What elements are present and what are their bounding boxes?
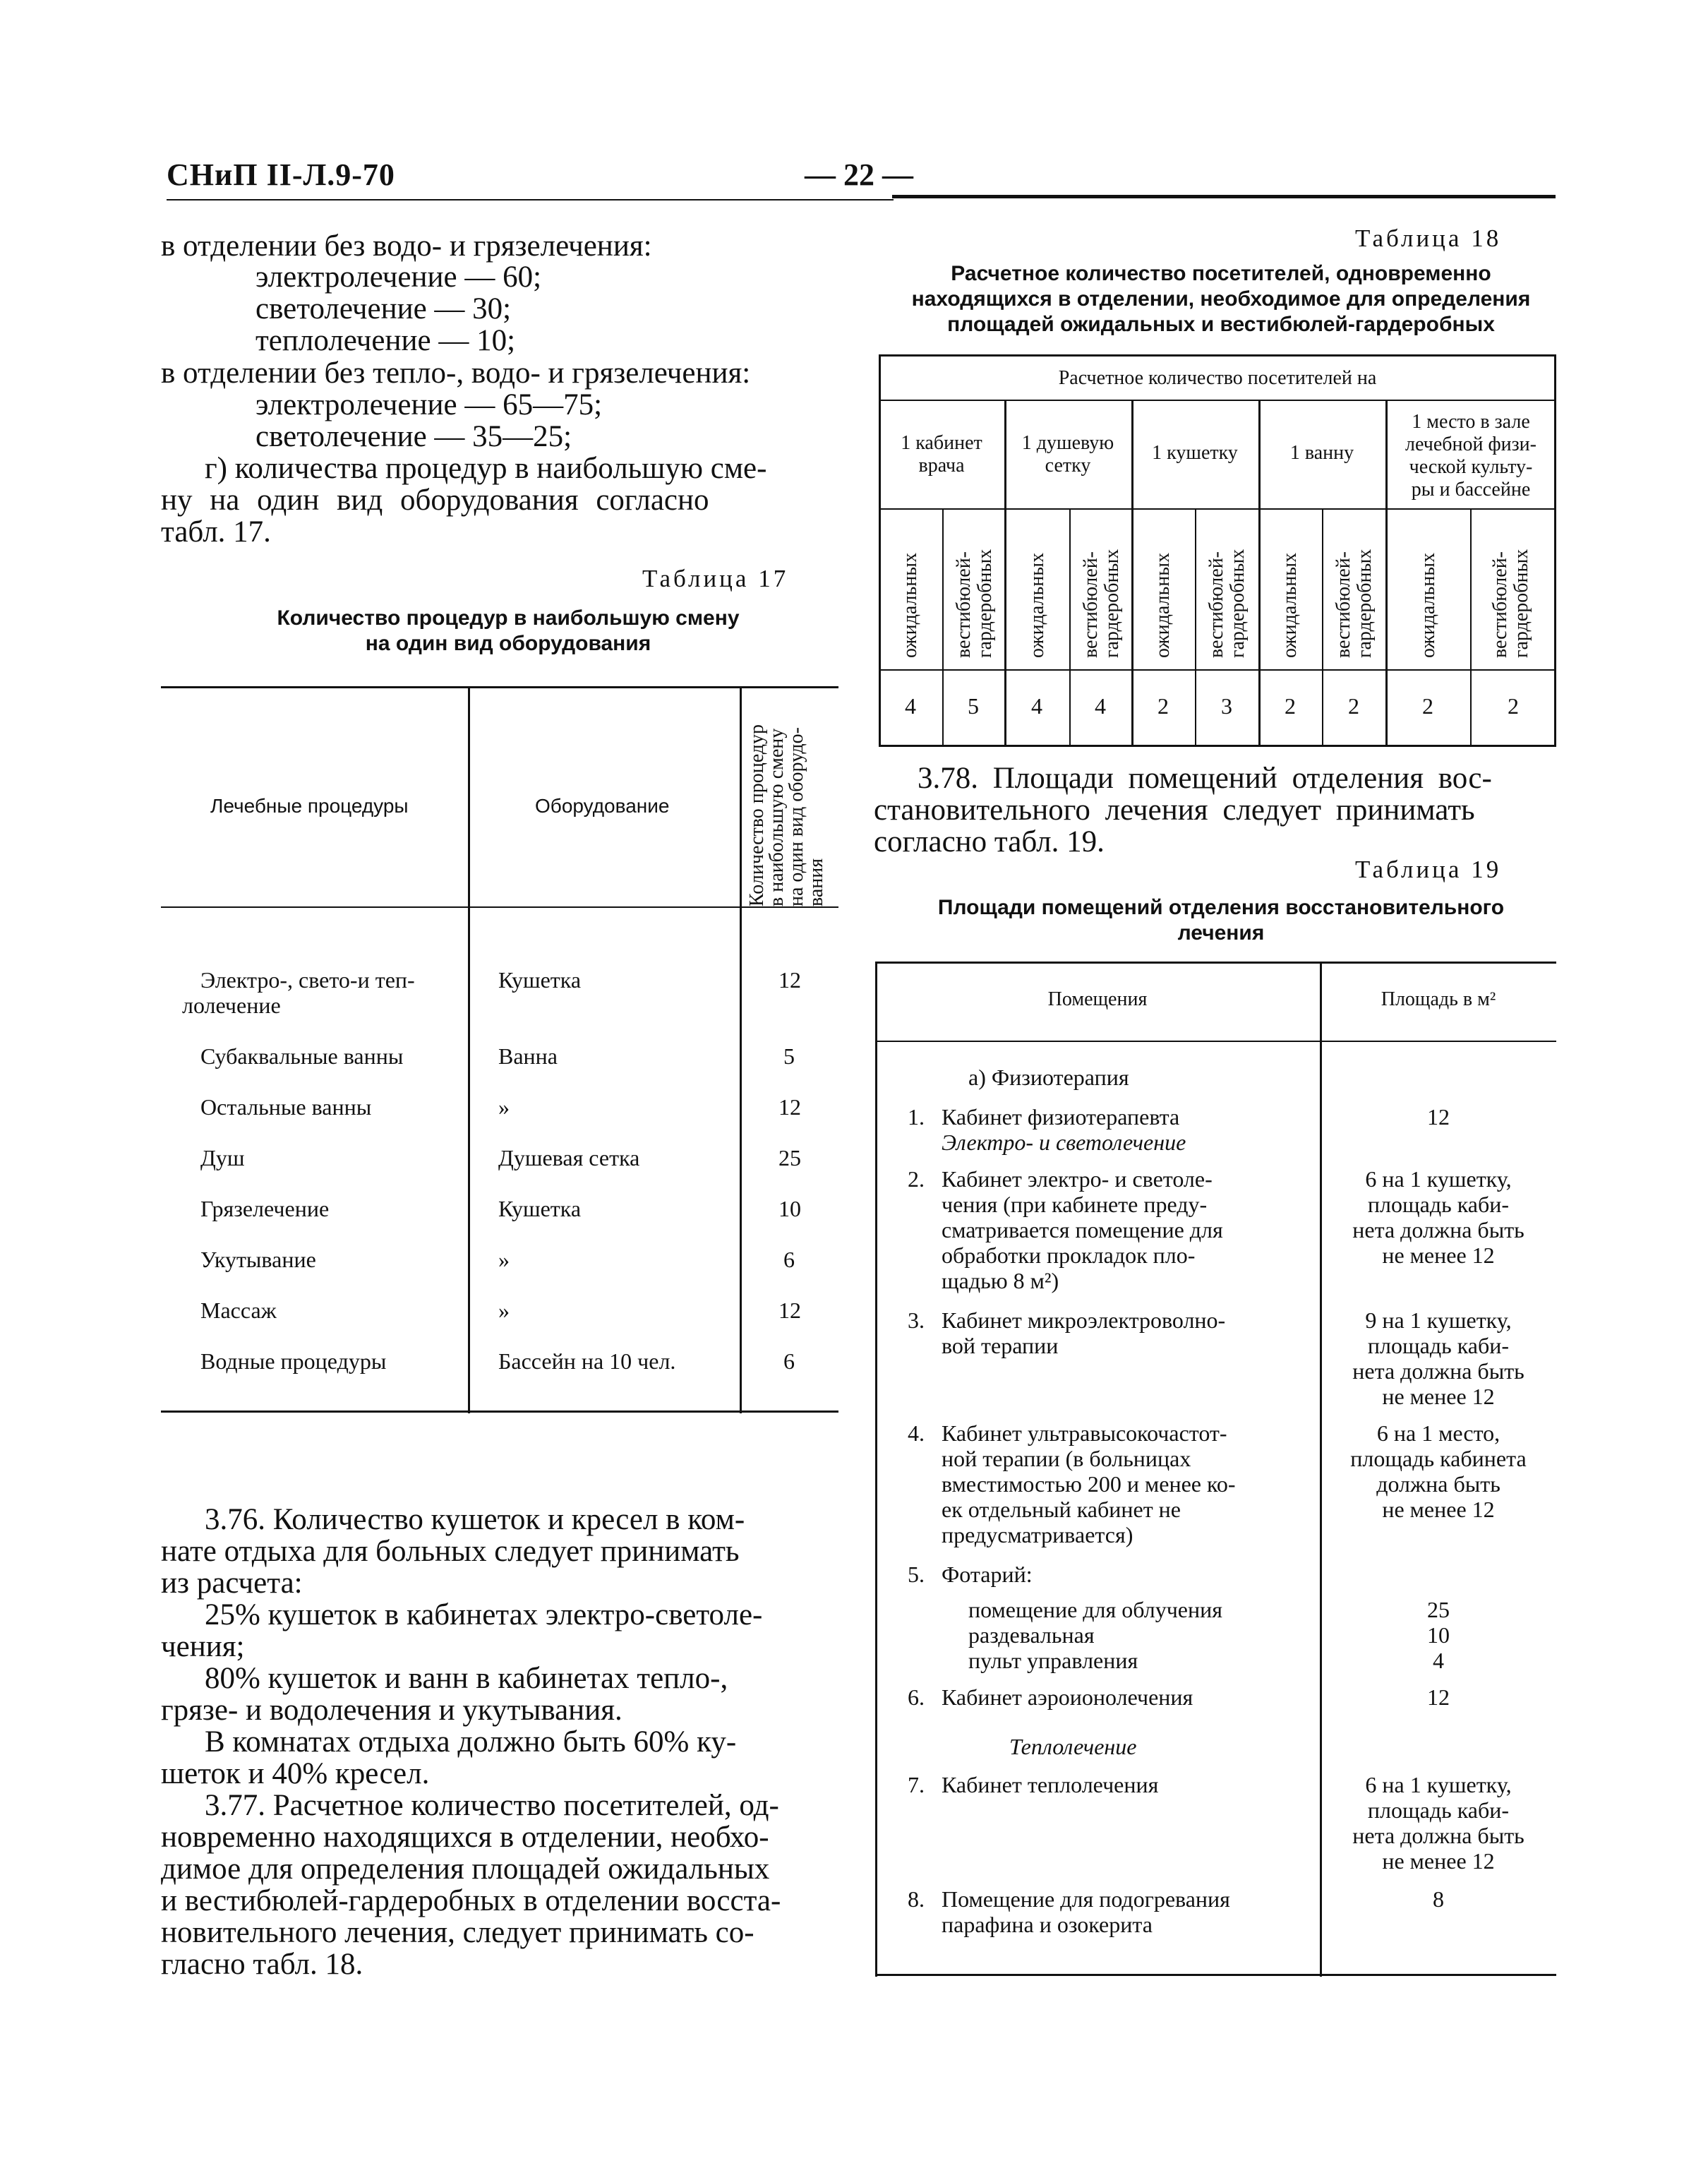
table19-row-4-num: 4. [908, 1420, 925, 1446]
intro-line-5: в отделении без тепло-, водо- и грязелечения: [161, 357, 751, 390]
table18-sub-vest-3a: вестибюлей- [1205, 551, 1227, 658]
table19-row-7-area-2: площадь каби- [1367, 1797, 1510, 1823]
table18-sub-vest-2a: вестибюлей- [1080, 551, 1102, 658]
table18-value-5: 2 [1157, 693, 1169, 719]
table19-row-1-num: 1. [908, 1104, 925, 1130]
table18-top-rule [879, 354, 1556, 357]
table18-value-4: 4 [1095, 693, 1106, 719]
table18-label: Таблица 18 [1355, 224, 1502, 252]
table19-row-6-name: Кабинет аэроионолечения [942, 1684, 1193, 1710]
table19-row-5a-name-3: пульт управления [968, 1648, 1138, 1673]
table19-row-3-area-1: 9 на 1 кушетку, [1365, 1307, 1512, 1333]
table19-row-4-name-4: ек отдельный кабинет не [942, 1497, 1181, 1522]
table17-row-3-count: 12 [778, 1094, 801, 1120]
table18-sub-wait-4: ожидальных [1279, 552, 1301, 658]
table19-row-5-num: 5. [908, 1562, 925, 1587]
table19-row-8-name-2: парафина и озокерита [942, 1912, 1153, 1937]
p377-line-1: 3.77. Расчетное количество посетителей, од- [205, 1789, 779, 1822]
table18 [879, 354, 1556, 747]
table18-group-1-line-2: врача [918, 455, 965, 477]
p376-line-7: грязе- и водолечения и укутывания. [161, 1694, 623, 1727]
p377-line-4: и вестибюлей-гардеробных в отделении восста- [161, 1884, 781, 1917]
table18-value-10: 2 [1508, 693, 1519, 719]
table17-row-2-count: 5 [783, 1043, 795, 1069]
table17-row-8-equipment: Бассейн на 10 чел. [498, 1348, 676, 1374]
table19-row-3-area-3: нета должна быть [1352, 1358, 1524, 1384]
table17-row-6-count: 6 [783, 1247, 795, 1272]
p378-line-3: согласно табл. 19. [874, 825, 1105, 858]
table17-row-3-equipment: » [498, 1094, 510, 1120]
table18-header-rule-2 [879, 508, 1556, 510]
table18-sub-vest-3b: гардеробных [1227, 549, 1249, 658]
table17-header-count-3: на один вид оборудо- [786, 727, 807, 906]
table19-row-5a-name-2: раздевальная [968, 1622, 1095, 1648]
table19-top-rule [875, 962, 1556, 964]
table18-value-7: 2 [1285, 693, 1296, 719]
table18-left-border [879, 354, 881, 747]
table19-row-8-area: 8 [1433, 1886, 1444, 1912]
table17-row-1-equipment: Кушетка [498, 967, 582, 993]
table19-bottom-rule [875, 1974, 1556, 1976]
table18-group-2-line-2: сетку [1045, 455, 1091, 477]
table18-title-1: Расчетное количество посетителей, одновременно [951, 262, 1491, 285]
table19-row-5a-area-3: 4 [1433, 1648, 1444, 1673]
table18-group-1-line-1: 1 кабинет [901, 432, 982, 454]
table19-row-2-area-2: площадь каби- [1367, 1192, 1510, 1217]
table18-header-rule-3 [879, 669, 1556, 671]
p376-line-6: 80% кушеток и ванн в кабинетах тепло-, [205, 1662, 728, 1695]
table19-row-5-name: Фотарий: [942, 1562, 1033, 1587]
table18-sub-vest-5b: гардеробных [1510, 549, 1532, 658]
table18-sub-vest-2b: гардеробных [1101, 549, 1123, 658]
table19-row-3-area-4: не менее 12 [1382, 1384, 1495, 1409]
table17-row-5-procedure: Грязелечение [200, 1196, 330, 1221]
intro-line-1: в отделении без водо- и грязелечения: [161, 229, 652, 263]
intro-line-6: электролечение — 65—75; [255, 388, 603, 421]
table19-row-7-area-4: не менее 12 [1382, 1848, 1495, 1874]
table17-row-8-procedure: Водные процедуры [200, 1348, 387, 1374]
table18-title-2: находящихся в отделении, необходимое для определения [911, 287, 1531, 311]
table18-value-1: 4 [905, 693, 916, 719]
table19-row-2-name-3: сматривается помещение для [942, 1217, 1223, 1242]
table19-title-1: Площади помещений отделения восстановительного [937, 896, 1505, 919]
table18-sub-wait-2: ожидальных [1026, 552, 1048, 658]
table18-group-3-line-1: 1 кушетку [1152, 442, 1238, 464]
p376-line-8: В комнатах отдыха должно быть 60% ку- [205, 1725, 737, 1759]
table17-row-5-count: 10 [778, 1196, 801, 1221]
page-number: — 22 — [805, 157, 913, 192]
table17-top-rule [161, 686, 838, 688]
table18-top-header: Расчетное количество посетителей на [1058, 367, 1377, 389]
table19-row-4-area-4: не менее 12 [1382, 1497, 1495, 1522]
table17-col-divider-1 [468, 686, 470, 1413]
table19-row-7-name: Кабинет теплолечения [942, 1772, 1159, 1797]
table19-row-3-name-1: Кабинет микроэлектроволно- [942, 1307, 1226, 1333]
table19-row-1-area: 12 [1427, 1104, 1450, 1130]
table19-row-2-name-2: чения (при кабинете преду- [942, 1192, 1208, 1217]
table19-row-4-name-5: предусматривается) [942, 1522, 1133, 1547]
table19-row-2-name-1: Кабинет электро- и светоле- [942, 1166, 1213, 1192]
table19-header-area: Площадь в м² [1381, 988, 1496, 1010]
intro-line-3: светолечение — 30; [255, 292, 512, 325]
table17-label: Таблица 17 [642, 565, 789, 592]
table18-group-5-line-3: ческой культу- [1409, 456, 1533, 478]
table19-subheading-heat: Теплолечение [1009, 1734, 1137, 1759]
p376-line-3: из расчета: [161, 1567, 303, 1600]
table19-row-2-name-4: обработки прокладок пло- [942, 1242, 1196, 1268]
p376-line-4: 25% кушеток в кабинетах электро-светоле- [205, 1598, 763, 1631]
table18-value-2: 5 [968, 693, 979, 719]
table18-value-3: 4 [1031, 693, 1042, 719]
table17-header-count-1: Количество процедур [746, 724, 768, 906]
table17-bottom-rule [161, 1411, 838, 1413]
table17-row-7-equipment: » [498, 1298, 510, 1323]
table17-title-1: Количество процедур в наибольшую смену [277, 606, 740, 630]
header-rule [892, 195, 1556, 198]
table17-row-8-count: 6 [783, 1348, 795, 1374]
table19-row-4-name-3: вместимостью 200 и менее ко- [942, 1471, 1236, 1497]
table19-row-4-name-2: ной терапии (в больницах [942, 1446, 1191, 1471]
table19-section-a: а) Физиотерапия [968, 1065, 1129, 1090]
table19-row-5a-area-2: 10 [1427, 1622, 1450, 1648]
table19 [875, 962, 1556, 1977]
table18-sub-vest-4a: вестибюлей- [1333, 551, 1354, 658]
header-rule-left [167, 199, 894, 200]
table18-group-5-line-2: лечебной физи- [1405, 433, 1536, 455]
document-code: СНиП II-Л.9-70 [167, 157, 395, 192]
intro-line-7: светолечение — 35—25; [255, 420, 572, 453]
table19-row-3-name-2: вой терапии [942, 1333, 1059, 1358]
table19-header-rule [875, 1041, 1556, 1042]
table17-header-rule [161, 906, 838, 908]
table18-sub-vest-4b: гардеробных [1354, 549, 1376, 658]
table19-row-4-area-2: площадь кабинета [1350, 1446, 1527, 1471]
table18-value-6: 3 [1221, 693, 1232, 719]
table19-row-4-area-1: 6 на 1 место, [1376, 1420, 1500, 1446]
table19-row-1-name: Кабинет физиотерапевта [942, 1104, 1180, 1130]
table19-label: Таблица 19 [1355, 856, 1502, 883]
table17-header-equipment: Оборудование [535, 795, 670, 817]
table19-row-6-area: 12 [1427, 1684, 1450, 1710]
table19-row-2-area-4: не менее 12 [1382, 1242, 1495, 1268]
table17-row-1-procedure-cont: лолечение [182, 993, 281, 1018]
table18-sub-wait-3: ожидальных [1152, 552, 1174, 658]
table17-title-2: на один вид оборудования [365, 632, 651, 655]
p376-line-2: нате отдыха для больных следует принимать [161, 1535, 740, 1568]
table19-subheading-electro: Электро- и светолечение [942, 1130, 1186, 1155]
p377-line-6: гласно табл. 18. [161, 1948, 363, 1981]
table17-row-7-count: 12 [778, 1298, 801, 1323]
table17-row-5-equipment: Кушетка [498, 1196, 582, 1221]
table19-row-3-area-2: площадь каби- [1367, 1333, 1510, 1358]
table17-row-2-equipment: Ванна [498, 1043, 558, 1069]
table17-row-7-procedure: Массаж [200, 1298, 277, 1323]
table18-sub-vest-1a: вестибюлей- [953, 551, 975, 658]
table19-row-2-num: 2. [908, 1166, 925, 1192]
intro-line-9: ну на один вид оборудования согласно [161, 484, 709, 517]
p378-line-2: становительного лечения следует принимать [874, 793, 1475, 827]
table17 [161, 686, 838, 1413]
table19-header-rooms: Помещения [1047, 988, 1148, 1010]
table19-row-6-num: 6. [908, 1684, 925, 1710]
intro-line-8: г) количества процедур в наибольшую сме- [205, 452, 767, 485]
table18-bottom-rule [879, 745, 1556, 747]
table19-row-5a-area-1: 25 [1427, 1597, 1450, 1622]
p376-line-5: чения; [161, 1630, 245, 1663]
table19-row-4-area-3: должна быть [1376, 1471, 1500, 1497]
p378-line-1: 3.78. Площади помещений отделения вос- [918, 762, 1492, 795]
table18-group-4-line-1: 1 ванну [1289, 442, 1354, 464]
table18-title-3: площадей ожидальных и вестибюлей-гардеробных [947, 313, 1495, 336]
table19-row-3-num: 3. [908, 1307, 925, 1333]
table18-header-rule-1 [879, 400, 1556, 401]
table17-row-6-procedure: Укутывание [200, 1247, 316, 1272]
table18-sub-vest-1b: гардеробных [974, 549, 996, 658]
table19-row-8-num: 8. [908, 1886, 925, 1912]
table18-value-8: 2 [1348, 693, 1359, 719]
table17-row-1-procedure: Электро-, свето-и теп- [200, 967, 415, 993]
table17-row-3-procedure: Остальные ванны [200, 1094, 372, 1120]
table19-row-8-name-1: Помещение для подогревания [942, 1886, 1230, 1912]
table19-row-5a-name-1: помещение для облучения [968, 1597, 1222, 1622]
table17-col-divider-2 [740, 686, 742, 1413]
intro-line-10: табл. 17. [161, 515, 271, 549]
table19-left-border [875, 962, 877, 1977]
table17-header-procedures: Лечебные процедуры [210, 795, 409, 817]
table19-row-4-name-1: Кабинет ультравысокочастот- [942, 1420, 1227, 1446]
p376-line-9: шеток и 40% кресел. [161, 1757, 430, 1790]
table19-row-2-area-3: нета должна быть [1352, 1217, 1524, 1242]
table18-sub-wait-5: ожидальных [1417, 552, 1439, 658]
table17-row-2-procedure: Субаквальные ванны [200, 1043, 404, 1069]
table19-row-7-area-3: нета должна быть [1352, 1823, 1524, 1848]
p376-line-1: 3.76. Количество кушеток и кресел в ком- [205, 1503, 745, 1536]
table17-header-count-2: в наибольшую смену [766, 728, 788, 906]
table19-row-2-area-1: 6 на 1 кушетку, [1365, 1166, 1512, 1192]
table18-sub-vest-5a: вестибюлей- [1489, 551, 1511, 658]
intro-line-2: электролечение — 60; [255, 260, 542, 294]
table18-value-9: 2 [1422, 693, 1433, 719]
table17-row-4-equipment: Душевая сетка [498, 1145, 640, 1170]
table17-row-4-procedure: Душ [200, 1145, 245, 1170]
table17-row-6-equipment: » [498, 1247, 510, 1272]
table19-row-7-area-1: 6 на 1 кушетку, [1365, 1772, 1512, 1797]
p377-line-5: новительного лечения, следует принимать со- [161, 1916, 754, 1949]
table17-header-count-4: вания [805, 858, 827, 906]
table18-group-2-line-1: 1 душевую [1021, 432, 1114, 454]
table19-title-2: лечения [1177, 921, 1265, 945]
p377-line-2: новременно находящихся в отделении, необхо- [161, 1821, 769, 1854]
table19-row-2-name-5: щадью 8 м²) [942, 1268, 1059, 1293]
table17-row-4-count: 25 [778, 1145, 801, 1170]
p377-line-3: димое для определения площадей ожидальных [161, 1852, 770, 1886]
intro-line-4: теплолечение — 10; [255, 324, 516, 357]
table18-group-5-line-1: 1 место в зале [1412, 411, 1530, 433]
table17-row-1-count: 12 [778, 967, 801, 993]
table18-sub-wait-1: ожидальных [899, 552, 921, 658]
table19-row-7-num: 7. [908, 1772, 925, 1797]
table18-group-5-line-4: ры и бассейне [1411, 479, 1531, 501]
